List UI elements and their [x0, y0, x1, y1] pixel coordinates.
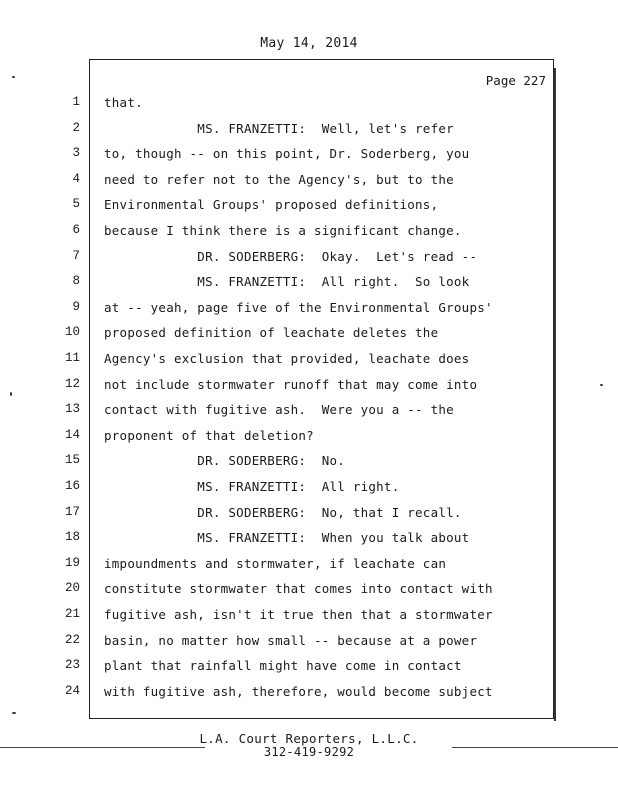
transcript-line-text: plant that rainfall might have come in contact	[104, 658, 462, 673]
line-number: 13	[64, 402, 80, 416]
court-reporter-phone: 312-419-9292	[263, 745, 355, 759]
line-number: 17	[64, 505, 80, 519]
line-number: 24	[64, 684, 80, 698]
transcript-line-text: MS. FRANZETTI: All right.	[104, 479, 400, 494]
line-number: 22	[64, 633, 80, 647]
scan-speck	[10, 392, 12, 396]
transcript-line-text: impoundments and stormwater, if leachate can	[104, 556, 447, 571]
line-number: 7	[72, 249, 80, 263]
transcript-line-text: that.	[104, 95, 143, 110]
line-number: 16	[64, 479, 80, 493]
line-number: 18	[64, 530, 80, 544]
transcript-line-text: contact with fugitive ash. Were you a -- the	[104, 402, 454, 417]
line-number: 21	[64, 607, 80, 621]
line-number: 11	[64, 351, 80, 365]
transcript-line-text: not include stormwater runoff that may come into	[104, 377, 478, 392]
transcript-line-text: constitute stormwater that comes into contact with	[104, 581, 493, 596]
page-number: Page 227	[485, 73, 546, 88]
line-number: 12	[64, 377, 80, 391]
transcript-line-text: with fugitive ash, therefore, would become subject	[104, 684, 493, 699]
transcript-line-text: DR. SODERBERG: No.	[104, 453, 346, 468]
transcript-line-text: MS. FRANZETTI: When you talk about	[104, 530, 470, 545]
frame-shadow-edge	[554, 68, 556, 721]
line-number: 10	[64, 325, 80, 339]
transcript-line-text: DR. SODERBERG: No, that I recall.	[104, 505, 462, 520]
line-number: 9	[72, 300, 80, 314]
line-number: 14	[64, 428, 80, 442]
transcript-line-text: Environmental Groups' proposed definitions,	[104, 197, 439, 212]
scan-speck	[600, 384, 603, 386]
line-number: 8	[72, 274, 80, 288]
transcript-line-text: DR. SODERBERG: Okay. Let's read --	[104, 249, 478, 264]
transcript-line-text: Agency's exclusion that provided, leachate does	[104, 351, 470, 366]
transcript-line-text: fugitive ash, isn't it true then that a stormwater	[104, 607, 493, 622]
court-reporter-name: L.A. Court Reporters, L.L.C.	[199, 731, 419, 746]
scan-speck	[12, 76, 15, 78]
line-number: 15	[64, 453, 80, 467]
line-number: 19	[64, 556, 80, 570]
line-number: 2	[72, 121, 80, 135]
line-number: 4	[72, 172, 80, 186]
transcript-date: May 14, 2014	[260, 36, 358, 51]
transcript-line-text: proposed definition of leachate deletes the	[104, 325, 439, 340]
transcript-line-text: to, though -- on this point, Dr. Soderberg, you	[104, 146, 470, 161]
transcript-line-text: MS. FRANZETTI: All right. So look	[104, 274, 470, 289]
line-number: 20	[64, 581, 80, 595]
transcript-line-text: because I think there is a significant change.	[104, 223, 462, 238]
line-number: 6	[72, 223, 80, 237]
line-number: 1	[72, 95, 80, 109]
transcript-line-text: at -- yeah, page five of the Environmental Groups'	[104, 300, 493, 315]
line-number: 5	[72, 197, 80, 211]
transcript-line-text: proponent of that deletion?	[104, 428, 314, 443]
line-number: 23	[64, 658, 80, 672]
transcript-line-text: MS. FRANZETTI: Well, let's refer	[104, 121, 454, 136]
line-number: 3	[72, 146, 80, 160]
transcript-line-text: need to refer not to the Agency's, but to the	[104, 172, 454, 187]
transcript-line-text: basin, no matter how small -- because at a power	[104, 633, 478, 648]
scan-speck	[12, 712, 16, 714]
